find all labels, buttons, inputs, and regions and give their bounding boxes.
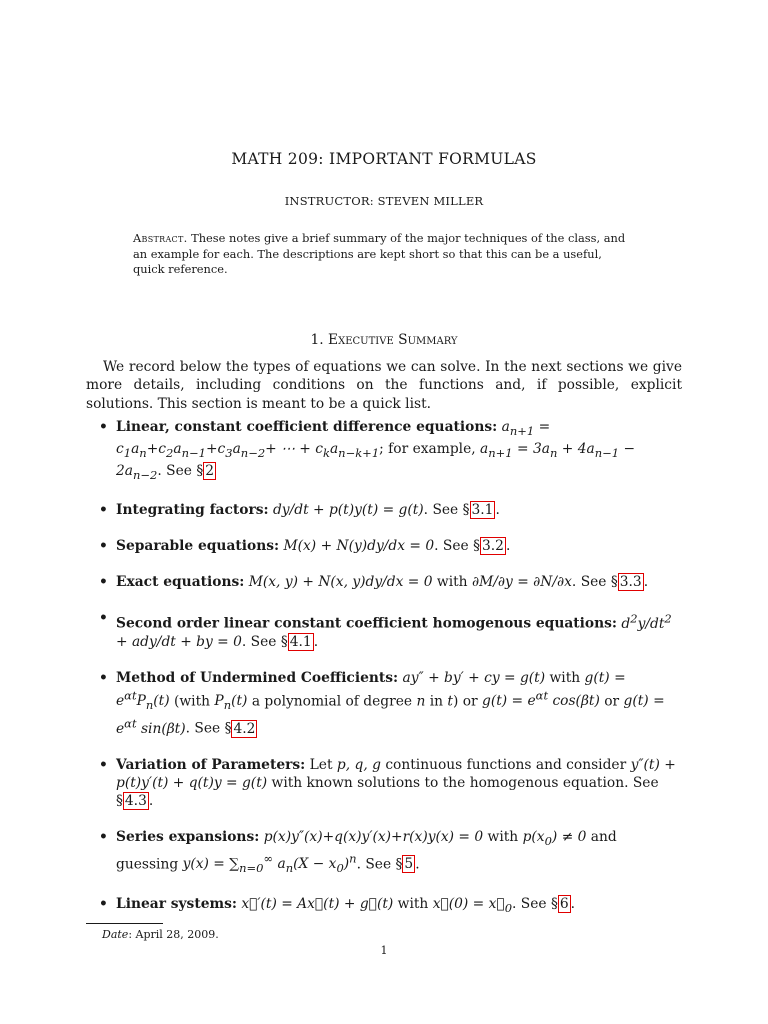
formula: p(x)y″(x)+q(x)y′(x)+r(x)y(x) = 0 [263, 828, 484, 845]
abstract-text: These notes give a brief summary of the major techniques of the class, and an example for each. The descriptions are kept short so that this can be a useful, quick reference. [133, 231, 626, 276]
page-number: 1 [380, 944, 388, 957]
list-item: • Series expansions: p(x)y″(x)+q(x)y′(x)+r(x)y(x) = 0 with $p(x_0) \ne 0$ and guessing $y(x) = \sum_{n=0}^\infty$ $a_n(X - x_0)^n$. See § 5 . [116, 828, 682, 877]
item-label: Variation of Parameters: [116, 756, 306, 773]
section-number: 1. [310, 332, 324, 348]
section-intro: We record below the types of equations we can solve. In the next sections we give more details, including conditions on the functions and, if possible, explicit solutions. This section is meant to be a quick list. [86, 359, 682, 412]
abstract [133, 231, 636, 278]
section-link[interactable]: 4.2 [233, 720, 256, 737]
abstract-label: Abstract. [133, 231, 188, 245]
formula-forcing: $g(t) = e^{\alpha t}P_n(t)$ [116, 669, 626, 713]
list-item: • Integrating factors: dy/dt + p(t)y(t) = g(t). See § 3.1 . [116, 501, 682, 519]
section-link[interactable]: 3.3 [619, 574, 642, 591]
list-item: • Linear, constant coefficient difference equations: $a_{n+1} = c_1a_n+c_2a_{n-1}+c_3a_{n-2}+$ ⋯ + $c_ka_{n-k+1}$; for example, $a_{n+1} = 3a_n + 4a_{n-1} - 2a_{n-2}$. See § 2 [116, 418, 682, 483]
formula: y″(t) + p(t)y′(t) + q(t)y = g(t) [116, 756, 676, 791]
formula: M(x, y) + N(x, y)dy/dx = 0 [248, 574, 433, 591]
list-item: • Separable equations: M(x) + N(y)dy/dx = 0. See § 3.2 . [116, 537, 682, 555]
item-label: Exact equations: [116, 574, 245, 591]
list-item: • Variation of Parameters: Let p, q, g continuous functions and consider y″(t) + p(t)y′(t) + q(t)y = g(t) with known solutions to the homogenous equation. See § 4.3 . [116, 756, 682, 810]
list-item: • Exact equations: M(x, y) + N(x, y)dy/dx = 0 with ∂M/∂y = ∂N/∂x. See § 3.3 . [116, 573, 682, 591]
list-item: • Second order linear constant coefficient homogenous equations: $d^2y/dt^2 + ady/dt$ + by = 0. See § 4.1 . [116, 609, 682, 651]
item-label: Linear systems: [116, 895, 237, 912]
item-label: Series expansions: [116, 828, 260, 845]
formula-list [116, 418, 682, 917]
item-label: Method of Undermined Coefficients: [116, 669, 399, 686]
section-heading [0, 332, 768, 348]
document-title: MATH 209: IMPORTANT FORMULAS [231, 150, 537, 168]
section-link[interactable]: 4.1 [289, 633, 312, 650]
section-link[interactable]: 3.2 [482, 538, 504, 555]
footnote-rule [86, 923, 163, 924]
section-link[interactable]: 4.3 [124, 792, 147, 809]
item-label: Separable equations: [116, 538, 280, 555]
section-link[interactable]: 5 [404, 856, 414, 873]
formula: $a_{n+1} = c_1a_n+c_2a_{n-1}+c_3a_{n-2}+$ ⋯ + $c_ka_{n-k+1}$ [116, 419, 551, 460]
formula-sin: $g(t) = e^{\alpha t}$ sin(βt) [116, 693, 665, 737]
formula: x⃗′(t) = Ax⃗(t) + g⃗(t) [241, 895, 394, 912]
section-title: Executive Summary [328, 332, 458, 348]
list-item: • Method of Undermined Coefficients: ay″ + by′ + cy = g(t) with $g(t) = e^{\alpha t}P_n(t)$ (with $P_n(t)$ a polynomial of degree n in t) or $g(t) = e^{\alpha t}$ cos(βt) or $g(t) = e^{\alpha t}$ sin(βt). See § 4.2 [116, 669, 682, 738]
section-link[interactable]: 6 [559, 895, 569, 912]
item-label: Second order linear constant coefficient homogenous equations: [116, 615, 617, 632]
formula-example: $a_{n+1} = 3a_n + 4a_{n-1} - 2a_{n-2}$ [116, 440, 636, 482]
section-link[interactable]: 2 [205, 462, 214, 479]
formula-cos: $g(t) = e^{\alpha t}$ cos(βt) [482, 688, 600, 710]
instructor-line: INSTRUCTOR: STEVEN MILLER [284, 194, 484, 208]
section-link[interactable]: 3.1 [471, 502, 494, 519]
footnote-label: Date [102, 928, 129, 941]
formula: M(x) + N(y)dy/dx = 0 [283, 538, 435, 555]
item-label: Linear, constant coefficient difference equations: [116, 419, 498, 435]
item-label: Integrating factors: [116, 502, 269, 519]
formula: ay″ + by′ + cy = g(t) [402, 669, 546, 686]
formula: $d^2y/dt^2 + ady/dt$ + by = 0 [116, 611, 672, 650]
footnote-text: : April 28, 2009. [128, 928, 219, 941]
list-item: • Linear systems: x⃗′(t) = Ax⃗(t) + g⃗(t) with x⃗(0) = $x⃗_0$. See § 6 . [116, 895, 682, 917]
formula: dy/dt + p(t)y(t) = g(t) [272, 502, 424, 519]
formula-condition: ∂M/∂y = ∂N/∂x [471, 574, 572, 591]
footnote [102, 928, 219, 941]
formula-series: $y(x) = \sum_{n=0}^\infty$ $a_n(X - x_0)^n$ [182, 851, 357, 875]
